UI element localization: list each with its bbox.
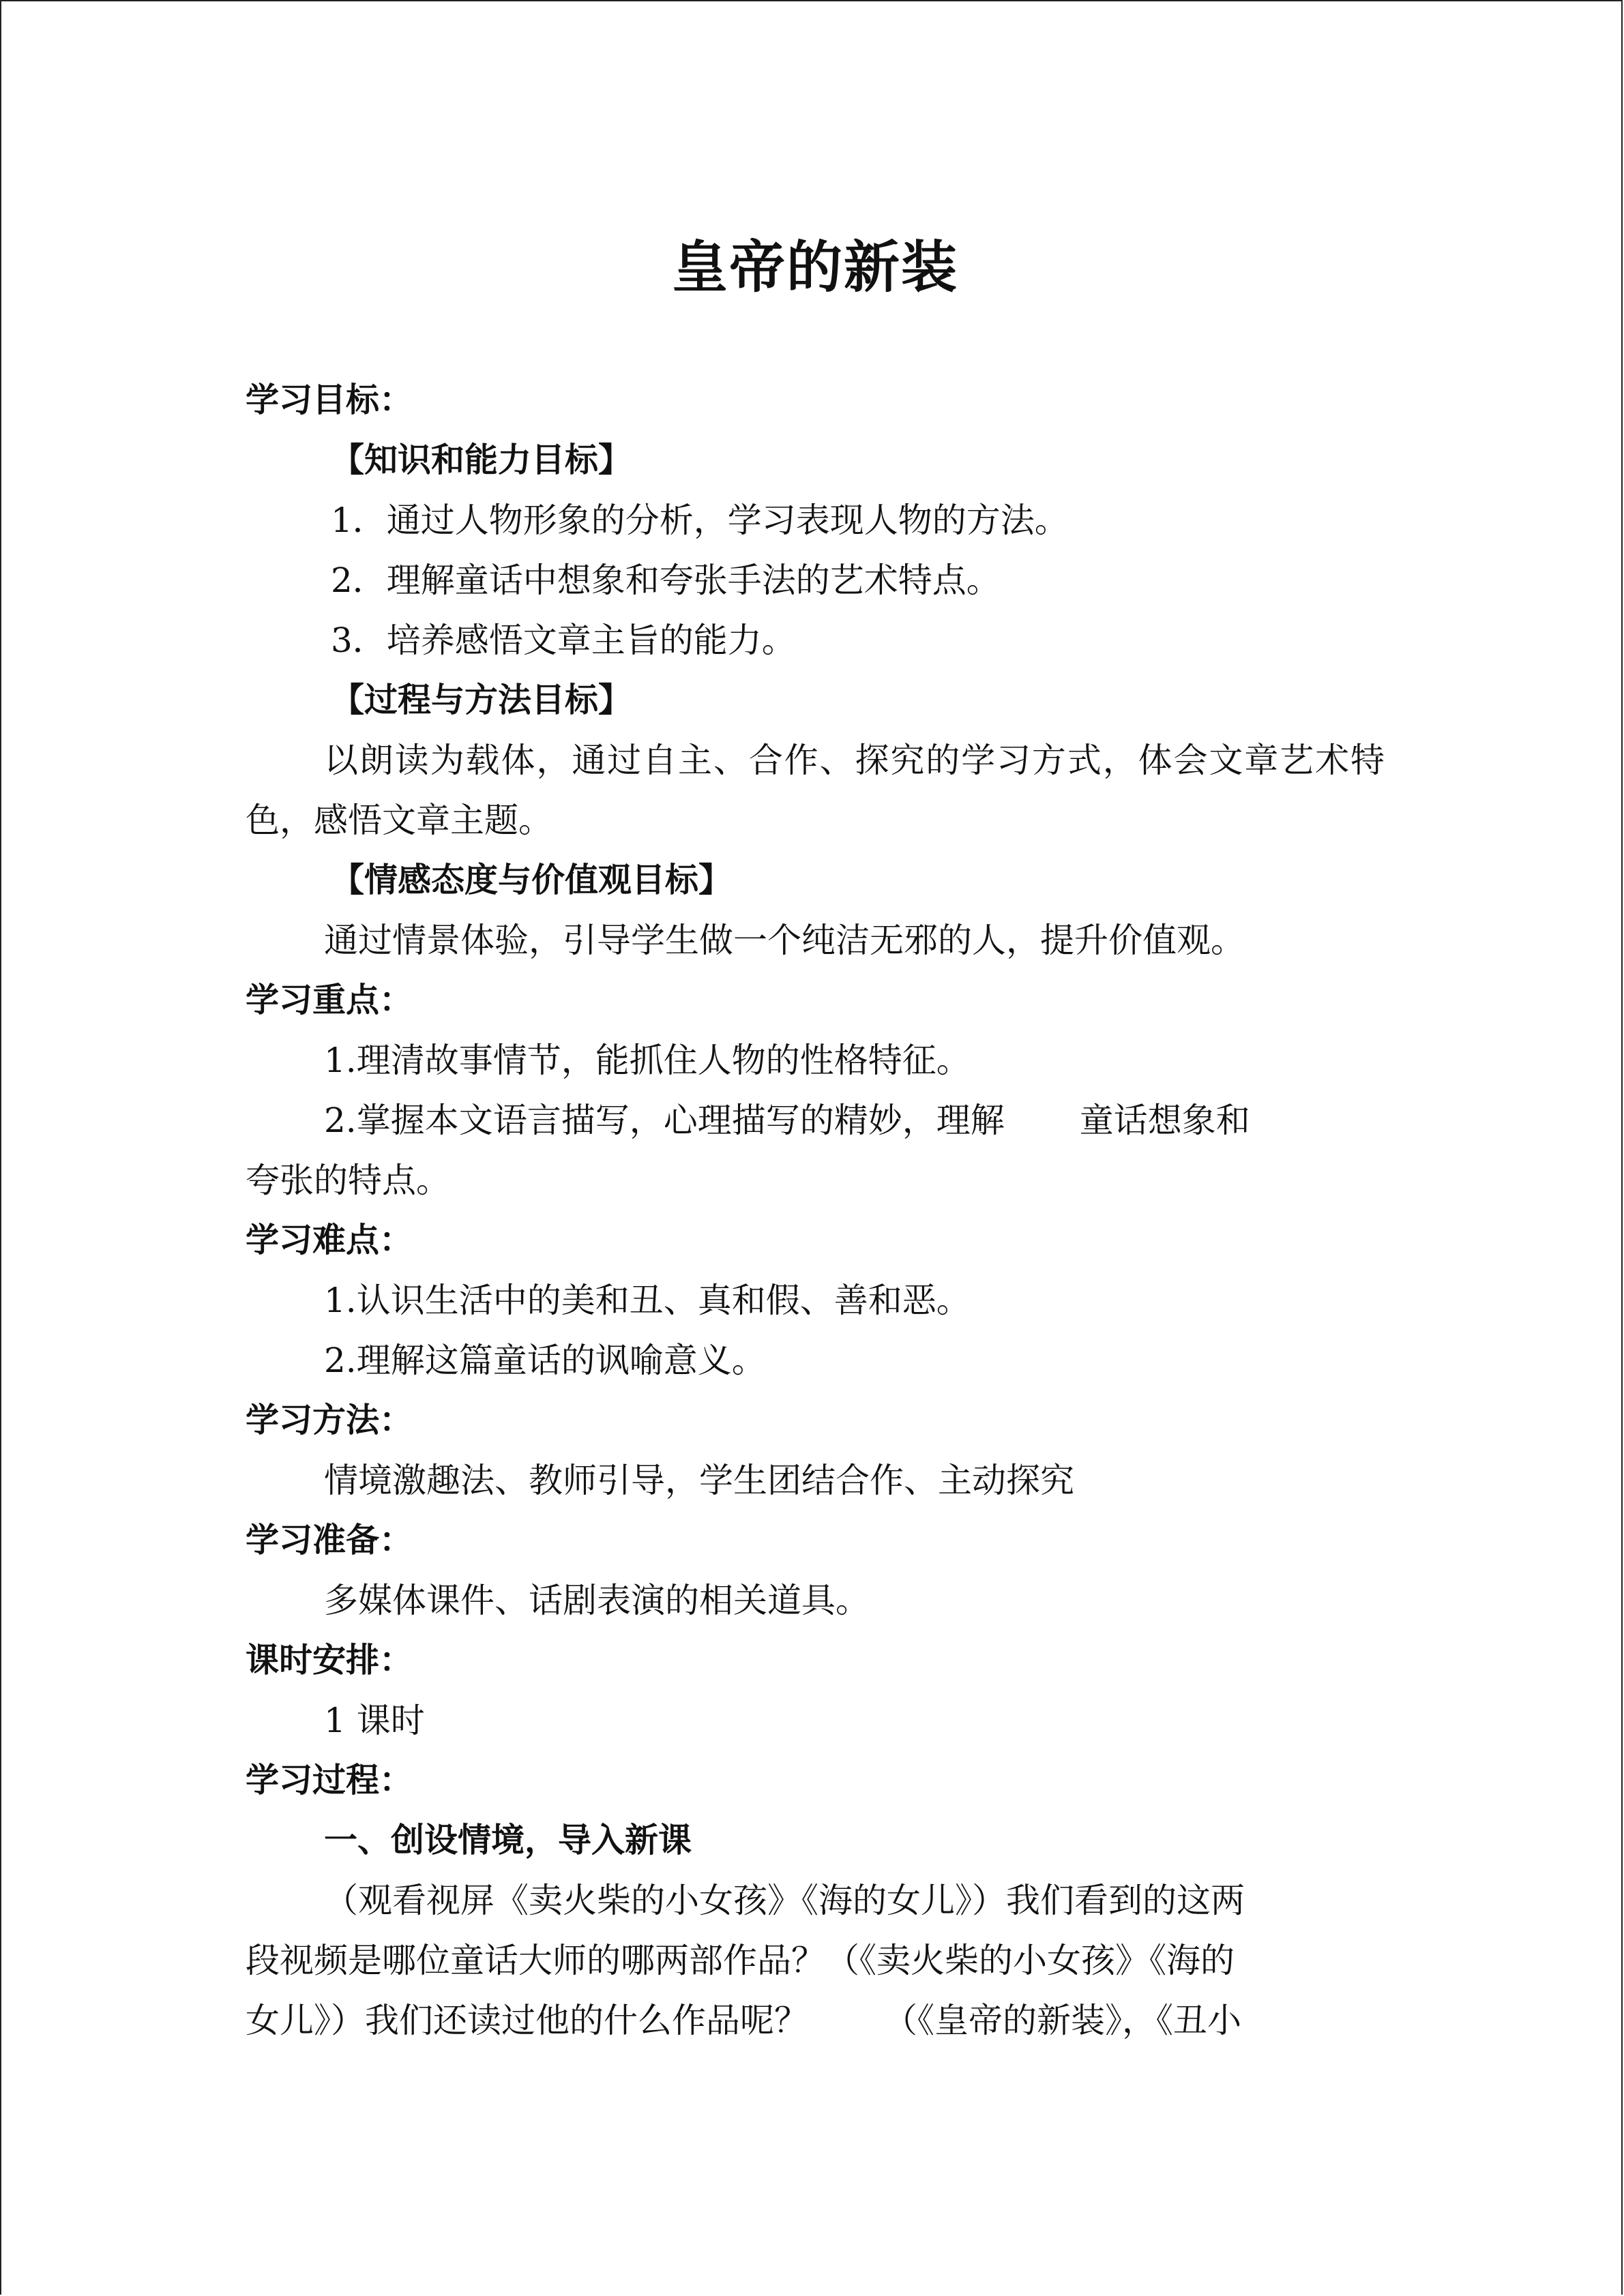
key-point-2	[246, 1090, 1385, 1150]
objectives-heading: 学习目标：	[246, 381, 413, 419]
document-body	[246, 370, 1385, 2051]
knowledge-item-1: 1．通过人物形象的分析，学习表现人物的方法。	[331, 501, 1069, 540]
knowledge-heading: 【知识和能力目标】	[331, 441, 632, 479]
preparation-heading: 学习准备：	[246, 1521, 413, 1560]
preparation-text: 多媒体课件、话剧表演的相关道具。	[324, 1581, 870, 1620]
process-method-text: 以朗读为载体，通过自主、合作、探究的学习方式，体会文章艺术特色，感悟文章主题。	[246, 741, 1385, 840]
methods-text: 情境激趣法、教师引导，学生团结合作、主动探究	[324, 1461, 1074, 1500]
methods-heading: 学习方法：	[246, 1401, 413, 1440]
difficulty-1: 1.认识生活中的美和丑、真和假、善和恶。	[324, 1281, 971, 1320]
step1-line-3	[246, 1991, 1385, 2051]
key-point-2-part1: 2.掌握本文语言描写，心理描写的精妙，理解	[324, 1101, 1005, 1140]
difficulty-2: 2.理解这篇童话的讽喻意义。	[324, 1341, 766, 1380]
step1-line-3-part1: 女儿》）我们还读过他的什么作品呢？	[246, 2001, 808, 2040]
difficulties-heading: 学习难点：	[246, 1221, 413, 1259]
knowledge-item-3: 3．培养感悟文章主旨的能力。	[331, 621, 796, 660]
key-point-2-continued: 夸张的特点。	[246, 1161, 450, 1200]
step1-line-3-part2: （《皇帝的新装》，《丑小	[883, 2001, 1241, 2040]
knowledge-item-2: 2．理解童话中想象和夸张手法的艺术特点。	[331, 561, 1001, 600]
process-method-heading: 【过程与方法目标】	[331, 681, 632, 719]
key-point-1: 1.理清故事情节，能抓住人物的性格特征。	[324, 1041, 971, 1080]
step1-line-1: （观看视屏《卖火柴的小女孩》《海的女儿》）我们看到的这两	[324, 1881, 1245, 1920]
key-point-2-part2: 童话想象和	[1079, 1101, 1250, 1140]
schedule-text: 1 课时	[324, 1701, 425, 1740]
learning-process-heading: 学习过程：	[246, 1761, 413, 1800]
schedule-heading: 课时安排：	[246, 1641, 413, 1680]
step1-line-2: 段视频是哪位童话大师的哪两部作品？（《卖火柴的小女孩》《海的	[246, 1941, 1235, 1980]
page-title: 皇帝的新装	[671, 235, 958, 300]
step1-heading: 一、创设情境，导入新课	[324, 1821, 692, 1860]
emotion-text: 通过情景体验，引导学生做一个纯洁无邪的人，提升价值观。	[324, 921, 1245, 960]
key-points-heading: 学习重点：	[246, 981, 413, 1019]
emotion-heading: 【情感态度与价值观目标】	[331, 861, 733, 899]
